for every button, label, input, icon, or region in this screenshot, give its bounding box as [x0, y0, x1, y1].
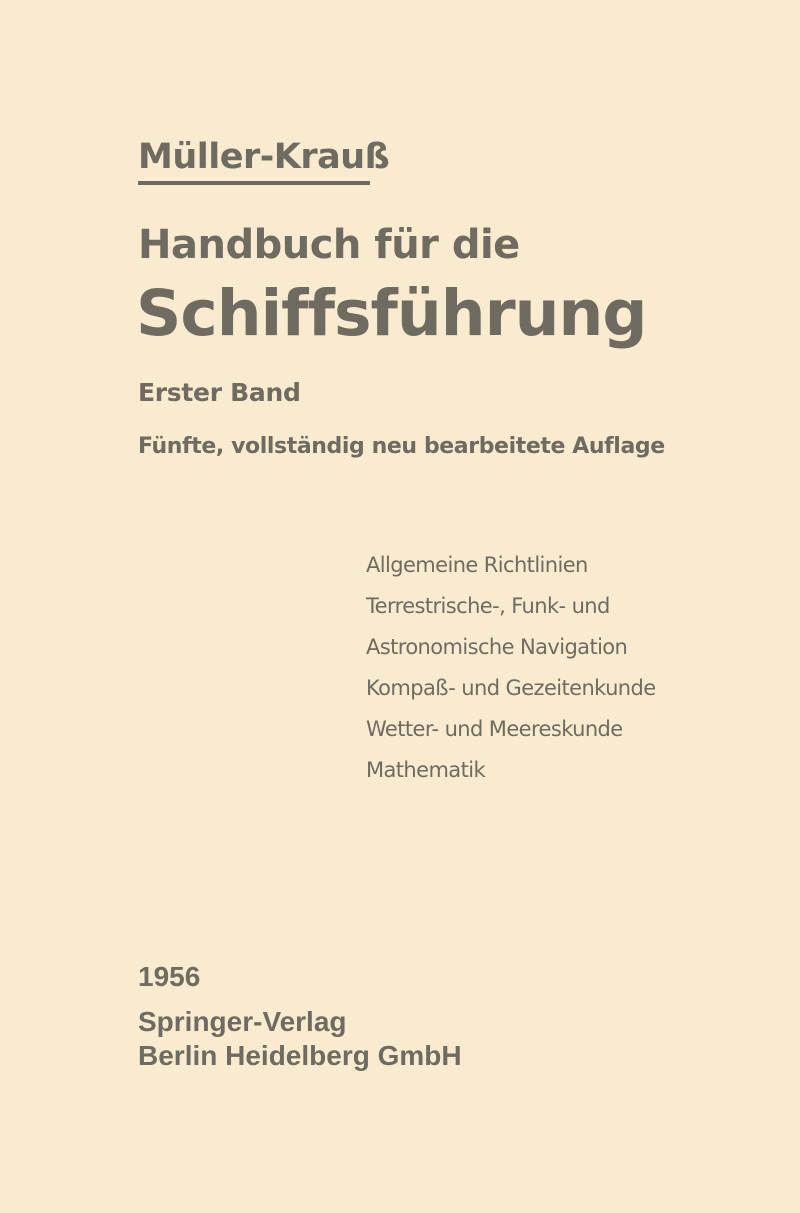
volume-label: Erster Band: [138, 378, 301, 407]
topic-item: Wetter- und Meereskunde: [366, 717, 623, 741]
topic-item: Astronomische Navigation: [366, 635, 628, 659]
topic-item: Mathematik: [366, 758, 486, 782]
publication-year: 1956: [138, 961, 201, 992]
title-line-2: Schiffsführung: [136, 277, 647, 350]
publisher-name: Springer-Verlag: [138, 1006, 347, 1037]
author-name: Müller-Krauß: [138, 137, 390, 177]
publisher-place: Berlin Heidelberg GmbH: [138, 1040, 462, 1071]
title-line-1: Handbuch für die: [138, 222, 520, 268]
author-underline: [138, 181, 370, 185]
topic-item: Terrestrische-, Funk- und: [366, 594, 610, 618]
topic-item: Kompaß- und Gezeitenkunde: [366, 676, 656, 700]
topic-item: Allgemeine Richtlinien: [366, 553, 588, 577]
edition-label: Fünfte, vollständig neu bearbeitete Auflage: [138, 434, 665, 459]
topics-list: [366, 549, 656, 795]
